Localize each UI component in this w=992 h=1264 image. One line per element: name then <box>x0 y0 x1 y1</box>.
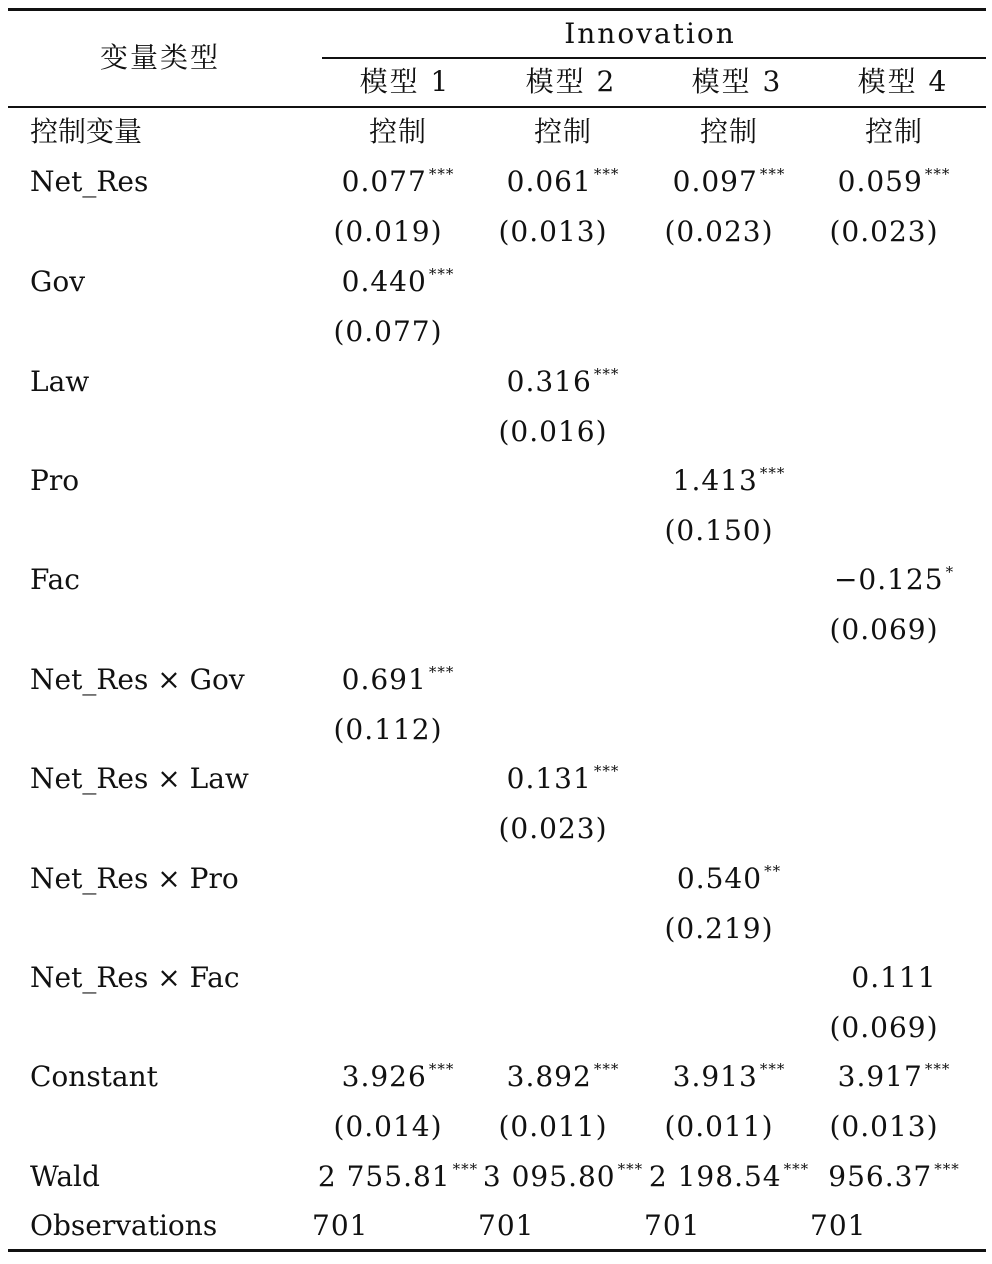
row-label: Net_Res × Gov <box>30 663 245 696</box>
coefficient: 0.097 <box>672 165 758 198</box>
standard-error: (0.069) <box>829 613 939 646</box>
cell-value <box>811 961 977 994</box>
coefficient: 956.37 <box>828 1160 933 1193</box>
cell-value <box>480 115 646 148</box>
cell-value <box>811 1060 977 1093</box>
significance-stars: *** <box>759 165 786 183</box>
coefficient: 1.413 <box>672 464 758 497</box>
standard-error: (0.023) <box>829 215 939 248</box>
coefficient: 0.059 <box>837 165 923 198</box>
coefficient: 0.691 <box>341 663 427 696</box>
coefficient: 3.917 <box>837 1060 923 1093</box>
standard-error: (0.016) <box>498 415 608 448</box>
cell-value <box>799 1160 989 1193</box>
significance-stars: *** <box>934 1160 960 1178</box>
cell-value <box>646 165 812 198</box>
coefficient: 控制 <box>699 115 758 148</box>
coefficient: 0.131 <box>506 762 592 795</box>
significance-stars: *** <box>428 265 455 283</box>
cell-value <box>478 1209 535 1242</box>
standard-error: (0.011) <box>664 1110 774 1143</box>
cell-value <box>811 563 977 596</box>
cell-value <box>810 1209 867 1242</box>
significance-stars: *** <box>759 1060 786 1078</box>
row-label: Net_Res × Pro <box>30 862 239 895</box>
coefficient: 控制 <box>864 115 923 148</box>
significance-stars: *** <box>617 1160 644 1178</box>
coefficient: 0.077 <box>341 165 427 198</box>
cell-value <box>315 663 481 696</box>
standard-error: (0.019) <box>333 215 443 248</box>
cell-value <box>480 1060 646 1093</box>
row-label: Net_Res × Fac <box>30 961 240 994</box>
significance-stars: *** <box>593 762 620 780</box>
standard-error: (0.219) <box>664 912 774 945</box>
cell-value <box>315 265 481 298</box>
header-bottom-rule <box>8 106 986 108</box>
cell-value <box>811 115 977 148</box>
significance-stars: *** <box>924 1060 951 1078</box>
model-3-header: 模型 3 <box>691 65 783 98</box>
row-label: Gov <box>30 265 86 298</box>
significance-stars: *** <box>593 165 620 183</box>
coefficient: 701 <box>478 1209 535 1242</box>
standard-error: (0.023) <box>664 215 774 248</box>
cell-value <box>480 165 646 198</box>
cell-value <box>315 115 481 148</box>
standard-error: (0.023) <box>498 812 608 845</box>
coefficient: 2 198.54 <box>648 1160 782 1193</box>
coefficient: 3.913 <box>672 1060 758 1093</box>
coefficient: 3.892 <box>506 1060 592 1093</box>
standard-error: (0.013) <box>498 215 608 248</box>
cell-value <box>315 165 481 198</box>
group-rule <box>322 57 986 59</box>
coefficient: 控制 <box>533 115 592 148</box>
coefficient: −0.125 <box>833 563 944 596</box>
coefficient: 2 755.81 <box>317 1160 451 1193</box>
coefficient: 0.440 <box>341 265 427 298</box>
significance-stars: *** <box>593 365 620 383</box>
coefficient: 0.540 <box>676 862 763 895</box>
top-rule <box>8 8 986 11</box>
standard-error: (0.077) <box>333 315 443 348</box>
significance-stars: *** <box>428 663 455 681</box>
significance-stars: *** <box>593 1060 620 1078</box>
standard-error: (0.014) <box>333 1110 443 1143</box>
row-label: Pro <box>30 464 80 497</box>
model-1-header: 模型 1 <box>359 65 451 98</box>
row-label: Law <box>30 365 90 398</box>
coefficient: 701 <box>810 1209 867 1242</box>
significance-stars: *** <box>783 1160 810 1178</box>
row-label: 控制变量 <box>30 115 143 148</box>
cell-value <box>303 1160 493 1193</box>
standard-error: (0.150) <box>664 514 774 547</box>
coefficient: 701 <box>312 1209 369 1242</box>
cell-value <box>312 1209 369 1242</box>
coefficient: 0.061 <box>506 165 592 198</box>
significance-stars: * <box>945 563 955 581</box>
significance-stars: *** <box>924 165 951 183</box>
row-label: Fac <box>30 563 80 596</box>
model-4-header: 模型 4 <box>857 65 949 98</box>
row-label: Wald <box>30 1160 100 1193</box>
standard-error: (0.013) <box>829 1110 939 1143</box>
standard-error: (0.112) <box>333 713 443 746</box>
significance-stars: *** <box>428 1060 455 1078</box>
significance-stars: *** <box>428 165 455 183</box>
cell-value <box>811 165 977 198</box>
standard-error: (0.011) <box>498 1110 608 1143</box>
coefficient: 3.926 <box>341 1060 427 1093</box>
cell-value <box>480 762 646 795</box>
bottom-rule <box>8 1249 986 1252</box>
row-label: Constant <box>30 1060 158 1093</box>
standard-error: (0.069) <box>829 1011 939 1044</box>
cell-value <box>468 1160 658 1193</box>
row-label-header: 变量类型 <box>100 41 221 74</box>
cell-value <box>480 365 646 398</box>
cell-value <box>315 1060 481 1093</box>
group-header-innovation: Innovation <box>564 17 736 50</box>
significance-stars: *** <box>759 464 786 482</box>
coefficient: 控制 <box>368 115 427 148</box>
coefficient: 0.111 <box>851 961 937 994</box>
cell-value <box>644 1209 701 1242</box>
row-label: Observations <box>30 1209 218 1242</box>
cell-value <box>646 1060 812 1093</box>
significance-stars: ** <box>764 862 782 880</box>
row-label: Net_Res <box>30 165 149 198</box>
coefficient: 3 095.80 <box>482 1160 616 1193</box>
coefficient: 0.316 <box>506 365 592 398</box>
cell-value <box>634 1160 824 1193</box>
cell-value <box>646 862 812 895</box>
model-2-header: 模型 2 <box>525 65 617 98</box>
cell-value <box>646 464 812 497</box>
significance-stars: *** <box>452 1160 479 1178</box>
coefficient: 701 <box>644 1209 701 1242</box>
cell-value <box>646 115 812 148</box>
row-label: Net_Res × Law <box>30 762 249 795</box>
